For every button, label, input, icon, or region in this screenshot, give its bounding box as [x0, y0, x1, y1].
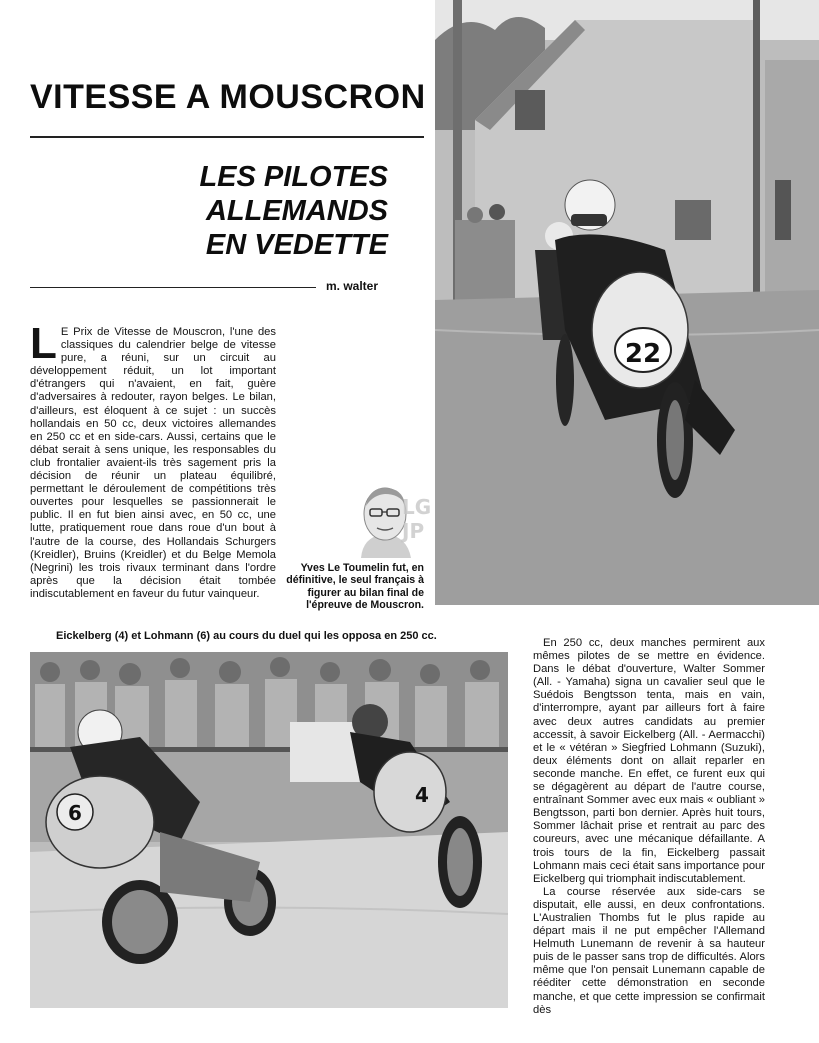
article-subtitle — [199, 160, 388, 262]
subtitle-line-3: EN VEDETTE — [205, 229, 388, 261]
photo-caption: Eickelberg (4) et Lohmann (6) au cours du duel qui les opposa en 250 cc. — [56, 630, 437, 642]
drop-cap: L — [30, 319, 57, 368]
subtitle-line-2: ALLEMANDS — [205, 195, 388, 227]
subtitle-line-1: LES PILOTES — [199, 161, 388, 193]
watermark-jp: JP — [402, 519, 425, 543]
title-divider — [30, 136, 424, 138]
intro-paragraph — [30, 319, 276, 601]
race-number-4: 4 — [415, 783, 429, 807]
right-column — [533, 637, 765, 1017]
article-author: m. walter — [326, 279, 379, 293]
paragraph-250cc: En 250 cc, deux manches permirent aux mêmes pilotes de se mettre en évidence. Dans le débat d'ouverture, Walter Sommer (All. - Yamaha) signa un cavalier seul que le Suédois Bengtsson tenta, mais en vain, d'interrompre, ayant par ailleurs fort à faire avec deux autres candidats au premier accessit, à savoir Eickelberg (All. - Aermacchi) et le « vétéran » Siegfried Lohmann (Suzuki), deux éléments dont on allait reparler en seconde manche. En effet, ce furent eux qui se dégagèrent au départ de l'autre course, entraînant Sommer avec eux mais « oubliant » Bengtsson, parti bon dernier. Après huit tours, Sommer lâchait prise et rentrait au parc des coureurs, avec une mécanique défaillante. A trois tours de la fin, Eickelberg passait Lohmann mais ceci était sans importance pour Eickelberg qui triomphait indiscutablement. — [533, 637, 765, 885]
photo-rider-22 — [435, 0, 819, 605]
race-number-22: 22 — [624, 339, 662, 369]
portrait-caption: Yves Le Toumelin fut, en définitive, le seul français à figurer au bilan final de l'épreuve de Mouscron. — [286, 562, 424, 612]
portrait-photo — [355, 478, 432, 558]
intro-text: E Prix de Vitesse de Mouscron, l'une des classiques du calendrier belge de vitesse pure, a réuni, sur un circuit au développement réduit, un lot important d'étrangers qui n'avaient, en fait, guère d'adversaires à redouter, rayon belges. Le bilan, d'ailleurs, est éloquent à ce sujet : un succès hollandais en 50 cc, deux victoires allemandes en 250 cc et en side-cars. Aussi, certains que le débat serait à sens unique, les responsables du club frontalier avaient-ils très sagement pris la décision de réunir un plateau équilibré, permettant le déroulement de compétitions très ouvertes pour lesquelles se passionnerait le public. Il en fut bien ainsi avec, en 50 cc, une lutte, pratiquement roue dans roue d'un bout à l'autre de la course, des Hollandais Schurgers (Kreidler), Bruins (Kreidler) et du Belge Memola (Negrini) les trois rivaux terminant dans l'ordre après que la décision était tombée indiscutablement en faveur du futur vainqueur. — [30, 326, 276, 600]
author-divider — [30, 287, 316, 288]
paragraph-side-cars: La course réservée aux side-cars se disputait, elle aussi, en deux confrontations. L'Australien Thombs fut le plus rapide au départ mais il ne put empêcher l'Allemand Helmuth Lunemann de revenir à sa hauteur puis de le passer sans trop de difficultés. Alors même que l'on pensait Lunemann capable de rééditer cette démonstration en seconde manche, et que cette impression se confirmait dès — [533, 885, 765, 1016]
race-number-6: 6 — [68, 801, 82, 825]
article-title: VITESSE A MOUSCRON — [30, 78, 426, 116]
watermark-lg: LG — [402, 495, 432, 519]
photo-duel-250cc — [30, 652, 508, 1008]
